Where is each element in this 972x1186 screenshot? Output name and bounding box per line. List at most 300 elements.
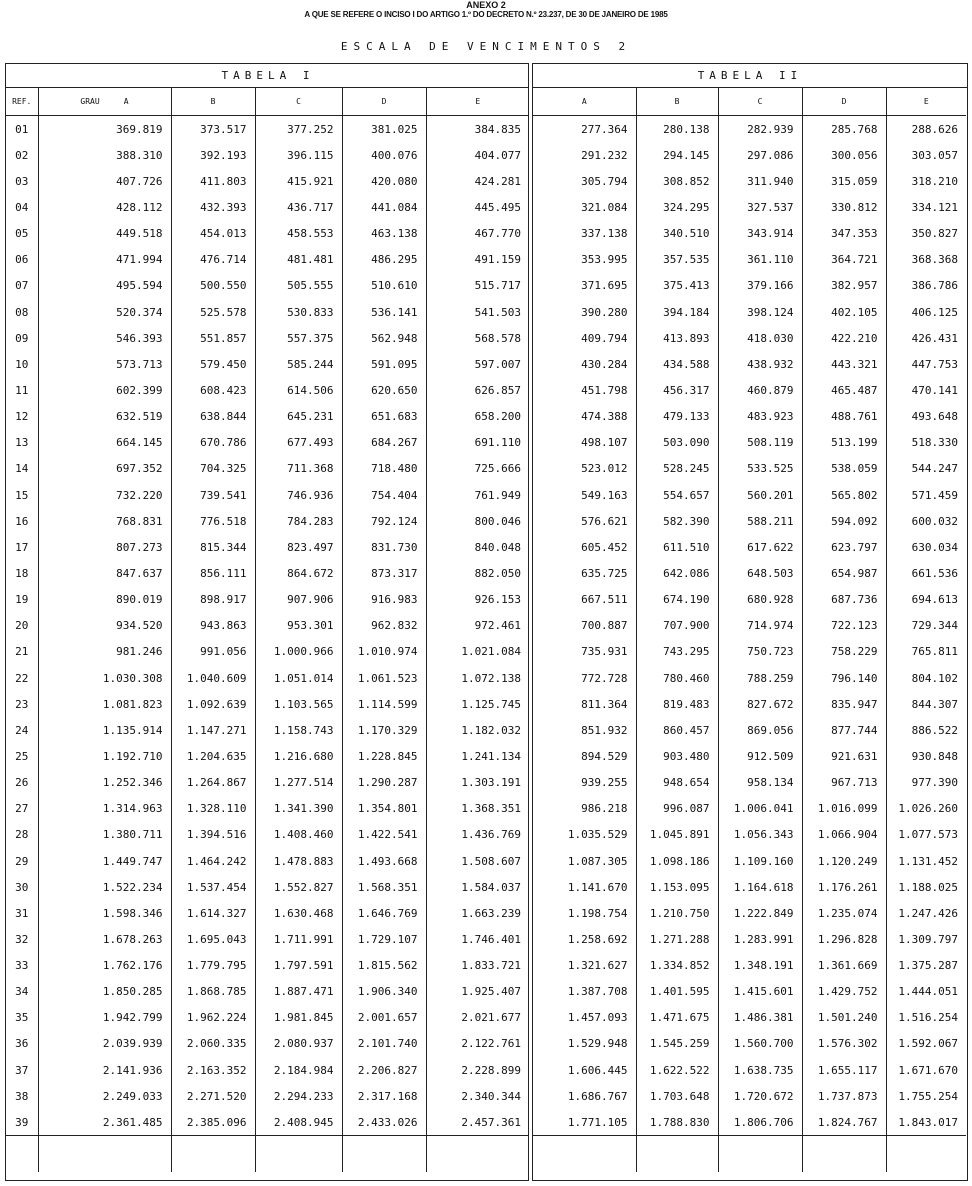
tabela-1-cell-a: 1.598.346: [38, 900, 171, 926]
tabela-1-cell-e: 840.048: [474, 540, 521, 554]
tabela-2-row: [533, 351, 966, 377]
tabela-2-row: [533, 796, 966, 822]
tabela-1-cell-b: 2.385.096: [171, 1109, 255, 1136]
tabela-2-cell-c: 560.201: [718, 482, 802, 508]
tabela-1-cell-a: 2.249.033: [38, 1083, 171, 1109]
tabela-1-row: [6, 822, 529, 848]
tabela-2-cell-a: 667.511: [533, 587, 636, 613]
tabela-2-cell-d: 315.059: [802, 168, 886, 194]
tabela-2-cell-a: 549.163: [533, 482, 636, 508]
col-d-header: D: [342, 88, 426, 116]
tabela-1-cell-b: 943.863: [171, 613, 255, 639]
tabela-2-cell-a: 451.798: [533, 377, 636, 403]
ref-cell: 04: [6, 194, 38, 220]
tabela-1-cell-d: 1.228.845: [342, 743, 426, 769]
tabela-1-cell-e: 1.925.407: [461, 985, 521, 999]
tabela-1-cell-e: 467.770: [474, 227, 521, 241]
tabela-2-cell-b: 434.588: [636, 351, 718, 377]
tabela-2-cell-a: 409.794: [533, 325, 636, 351]
tabela-2-cell-b: 948.654: [636, 770, 718, 796]
ref-cell: 34: [6, 979, 38, 1005]
tabela-1-cell-a: 732.220: [38, 482, 171, 508]
tabela-2-cell-e: 1.131.452: [898, 854, 958, 868]
tabela-2-cell-b: 1.271.288: [636, 926, 718, 952]
ref-cell: 24: [6, 717, 38, 743]
tabela-1-blank-row: [6, 1136, 529, 1173]
tabela-2-cell-b: 528.245: [636, 456, 718, 482]
col-b-header: B: [171, 88, 255, 116]
tabela-2-cell-d: 364.721: [802, 247, 886, 273]
tabela-2-cell-a: 1.529.948: [533, 1031, 636, 1057]
tabela-1-cell-e: 2.228.899: [461, 1063, 521, 1077]
tabela-2-cell-b: 308.852: [636, 168, 718, 194]
tabela-1-cell-b: 1.147.271: [171, 717, 255, 743]
tabela-1-cell-c: 481.481: [255, 247, 342, 273]
tabela-2-cell-c: 1.415.601: [718, 979, 802, 1005]
ref-cell: 16: [6, 508, 38, 534]
ref-cell: 07: [6, 273, 38, 299]
tabela-2-cell-b: 340.510: [636, 221, 718, 247]
tabela-1-cell-c: 1.158.743: [255, 717, 342, 743]
tabela-1-row: [6, 534, 529, 560]
tabela-1-cell-e: 1.436.769: [461, 828, 521, 842]
tabela-1-cell-e: 445.495: [474, 200, 521, 214]
tabela-2-cell-a: 605.452: [533, 534, 636, 560]
tabela-1-cell-e: 1.241.134: [461, 749, 521, 763]
tabela-1-cell-e: 1.746.401: [461, 932, 521, 946]
tabela-1: [5, 63, 530, 1181]
tabela-1-cell-a: 981.246: [38, 639, 171, 665]
tabela-2-cell-d: 300.056: [802, 142, 886, 168]
tabela-2-cell-c: 311.940: [718, 168, 802, 194]
tabela-2-cell-b: 456.317: [636, 377, 718, 403]
tabela-2-cell-d: 835.947: [802, 691, 886, 717]
tabela-1-cell-b: 1.695.043: [171, 926, 255, 952]
tabela-2-row: [533, 926, 966, 952]
tabela-2-row: [533, 534, 966, 560]
tabela-2-row: [533, 1031, 966, 1057]
tabela-1-cell-b: 373.517: [171, 116, 255, 143]
ref-cell: 31: [6, 900, 38, 926]
tabela-1-cell-e: 491.159: [474, 253, 521, 267]
tabela-2-cell-a: 700.887: [533, 613, 636, 639]
t2-col-c-header: C: [718, 88, 802, 116]
tabela-2-cell-d: 347.353: [802, 221, 886, 247]
tabela-2-cell-d: 921.631: [802, 743, 886, 769]
tabela-1-cell-b: 1.264.867: [171, 770, 255, 796]
tabela-2-cell-e: 334.121: [911, 200, 958, 214]
tabela-1-cell-a: 768.831: [38, 508, 171, 534]
tabela-2-cell-b: 780.460: [636, 665, 718, 691]
tabela-1-cell-c: 396.115: [255, 142, 342, 168]
tabela-1-cell-c: 1.341.390: [255, 796, 342, 822]
tabela-1-cell-b: 1.779.795: [171, 953, 255, 979]
tabela-2-cell-d: 623.797: [802, 534, 886, 560]
t2-col-d-header: D: [802, 88, 886, 116]
tabela-2-cell-a: 772.728: [533, 665, 636, 691]
blank-cell: [38, 1136, 171, 1173]
tabela-2-cell-b: 642.086: [636, 560, 718, 586]
tabela-2-cell-e: 350.827: [911, 227, 958, 241]
tabela-2-row: [533, 299, 966, 325]
ref-cell: 14: [6, 456, 38, 482]
tabela-1-cell-b: 2.271.520: [171, 1083, 255, 1109]
tabela-1-cell-b: 704.325: [171, 456, 255, 482]
tabela-2-cell-d: 1.576.302: [802, 1031, 886, 1057]
tabela-2-cell-b: 582.390: [636, 508, 718, 534]
tabela-2-cell-d: 1.235.074: [802, 900, 886, 926]
tabela-2-cell-e: 318.210: [911, 174, 958, 188]
tabela-1-cell-b: 432.393: [171, 194, 255, 220]
tabela-1-cell-a: 1.678.263: [38, 926, 171, 952]
ref-cell: 26: [6, 770, 38, 796]
tabela-1-row: [6, 613, 529, 639]
tabela-1-cell-c: 864.672: [255, 560, 342, 586]
tabela-1-cell-a: 1.942.799: [38, 1005, 171, 1031]
tabela-2-cell-e: 1.309.797: [898, 932, 958, 946]
tabela-1-cell-c: 1.478.883: [255, 848, 342, 874]
tabela-1-cell-c: 1.051.014: [255, 665, 342, 691]
tabela-1-cell-b: 551.857: [171, 325, 255, 351]
tabela-1-row: [6, 299, 529, 325]
tabela-1-cell-a: 388.310: [38, 142, 171, 168]
tabela-1-cell-a: 1.135.914: [38, 717, 171, 743]
tabela-2-cell-c: 343.914: [718, 221, 802, 247]
tabela-1-cell-d: 2.317.168: [342, 1083, 426, 1109]
tabela-2-cell-d: 1.655.117: [802, 1057, 886, 1083]
ref-cell: 22: [6, 665, 38, 691]
tabela-1-cell-e: 404.077: [474, 148, 521, 162]
tabela-2-cell-d: 1.066.904: [802, 822, 886, 848]
tabela-2-cell-e: 493.648: [911, 410, 958, 424]
tabela-1-cell-a: 664.145: [38, 430, 171, 456]
tabela-1-cell-d: 536.141: [342, 299, 426, 325]
tabela-2-cell-c: 418.030: [718, 325, 802, 351]
tabela-1-cell-d: 510.610: [342, 273, 426, 299]
tabela-1-cell-b: 638.844: [171, 404, 255, 430]
tabela-2-row: [533, 717, 966, 743]
tabela-2-row: [533, 770, 966, 796]
tabela-2-cell-b: 1.210.750: [636, 900, 718, 926]
tabela-2-cell-c: 379.166: [718, 273, 802, 299]
tabela-1-row: [6, 691, 529, 717]
tabela-1-row: [6, 508, 529, 534]
tabela-2-header-row: [533, 88, 966, 116]
tabela-1-cell-c: 1.711.991: [255, 926, 342, 952]
ref-cell: 17: [6, 534, 38, 560]
tabela-2-cell-e: 694.613: [911, 593, 958, 607]
tabela-2-cell-d: 1.429.752: [802, 979, 886, 1005]
tabela-2-row: [533, 377, 966, 403]
tabela-1-row: [6, 482, 529, 508]
tabela-2-cell-b: 357.535: [636, 247, 718, 273]
ref-cell: 12: [6, 404, 38, 430]
tabela-1-cell-a: 1.380.711: [38, 822, 171, 848]
tabela-1-cell-d: 2.206.827: [342, 1057, 426, 1083]
tabela-2-cell-b: 1.401.595: [636, 979, 718, 1005]
tabela-2-cell-c: 1.348.191: [718, 953, 802, 979]
blank-cell: [636, 1136, 718, 1173]
tabela-1-cell-e: 1.021.084: [461, 645, 521, 659]
tabela-2-cell-d: 443.321: [802, 351, 886, 377]
tabela-1-cell-d: 420.080: [342, 168, 426, 194]
tabela-1-cell-e: 1.584.037: [461, 880, 521, 894]
tabela-2-cell-a: 1.198.754: [533, 900, 636, 926]
tabela-1-row: [6, 1031, 529, 1057]
tabela-1-row: [6, 665, 529, 691]
tabela-2-cell-c: 869.056: [718, 717, 802, 743]
tabela-2-cell-b: 413.893: [636, 325, 718, 351]
tabela-2-cell-c: 483.923: [718, 404, 802, 430]
ref-cell: 19: [6, 587, 38, 613]
ref-cell: 13: [6, 430, 38, 456]
tabela-2-cell-b: 394.184: [636, 299, 718, 325]
tabela-1-cell-a: 1.449.747: [38, 848, 171, 874]
tabela-2-row: [533, 142, 966, 168]
tabela-1-cell-d: 1.290.287: [342, 770, 426, 796]
tabela-2-row: [533, 221, 966, 247]
tabela-2-cell-a: 1.606.445: [533, 1057, 636, 1083]
tabela-2-cell-a: 986.218: [533, 796, 636, 822]
tabela-2-cell-d: 758.229: [802, 639, 886, 665]
tabela-1-cell-e: 882.050: [474, 566, 521, 580]
tabela-2-cell-c: 1.056.343: [718, 822, 802, 848]
tabela-1-cell-c: 1.552.827: [255, 874, 342, 900]
tabela-1-cell-c: 530.833: [255, 299, 342, 325]
tabela-1-cell-e: 2.021.677: [461, 1011, 521, 1025]
tabela-2-cell-a: 390.280: [533, 299, 636, 325]
tabela-2-cell-c: 438.932: [718, 351, 802, 377]
tabela-1-row: [6, 560, 529, 586]
tabela-2-cell-e: 804.102: [911, 671, 958, 685]
tabela-1-row: [6, 456, 529, 482]
tabela-1-cell-b: 1.394.516: [171, 822, 255, 848]
tabela-1-cell-c: 1.216.680: [255, 743, 342, 769]
tabela-2-cell-d: 1.824.767: [802, 1109, 886, 1136]
tabela-2-cell-e: 1.843.017: [898, 1115, 958, 1129]
tabela-1-cell-c: 1.797.591: [255, 953, 342, 979]
ref-cell: 11: [6, 377, 38, 403]
tabela-2-cell-e: 600.032: [911, 514, 958, 528]
tabela-1-cell-a: 520.374: [38, 299, 171, 325]
tabela-1-row: [6, 874, 529, 900]
tabela-2-cell-b: 324.295: [636, 194, 718, 220]
tabela-2-cell-a: 371.695: [533, 273, 636, 299]
tabela-2-row: [533, 273, 966, 299]
tabela-2-cell-d: 654.987: [802, 560, 886, 586]
tabela-2-cell-c: 1.006.041: [718, 796, 802, 822]
tabela-1-cell-d: 873.317: [342, 560, 426, 586]
tabela-1-cell-b: 1.040.609: [171, 665, 255, 691]
tabela-2-row: [533, 848, 966, 874]
tabela-2-cell-a: 474.388: [533, 404, 636, 430]
tabela-1-cell-a: 1.030.308: [38, 665, 171, 691]
tabela-1-cell-d: 916.983: [342, 587, 426, 613]
tabela-2-row: [533, 665, 966, 691]
tabela-2-cell-d: 687.736: [802, 587, 886, 613]
tabela-2-row: [533, 508, 966, 534]
tabela-2-cell-c: 398.124: [718, 299, 802, 325]
tabela-2-cell-d: 1.501.240: [802, 1005, 886, 1031]
tabela-1-cell-a: 449.518: [38, 221, 171, 247]
annex-heading: ANEXO 2: [466, 0, 506, 10]
tabela-2-row: [533, 979, 966, 1005]
tabela-1-cell-c: 677.493: [255, 430, 342, 456]
tabela-1-cell-e: 926.153: [474, 593, 521, 607]
tabela-2-cell-a: 894.529: [533, 743, 636, 769]
blank-cell: [886, 1136, 966, 1173]
tabela-2-cell-b: 554.657: [636, 482, 718, 508]
tabela-1-cell-c: 458.553: [255, 221, 342, 247]
tabela-2-cell-e: 1.516.254: [898, 1011, 958, 1025]
tabela-1-cell-c: 436.717: [255, 194, 342, 220]
tabela-1-cell-c: 1.887.471: [255, 979, 342, 1005]
tabela-1-cell-c: 784.283: [255, 508, 342, 534]
tabela-1-cell-e: 1.125.745: [461, 697, 521, 711]
tabela-2-cell-c: 1.222.849: [718, 900, 802, 926]
tabela-2-cell-a: 635.725: [533, 560, 636, 586]
tabela-1-cell-a: 546.393: [38, 325, 171, 351]
ref-cell: 10: [6, 351, 38, 377]
tabela-1-cell-e: 691.110: [474, 436, 521, 450]
tabela-2-cell-c: 827.672: [718, 691, 802, 717]
tabela-1-cell-d: 441.084: [342, 194, 426, 220]
tabela-1-cell-a: 697.352: [38, 456, 171, 482]
tabela-2-cell-d: 488.761: [802, 404, 886, 430]
ref-cell: 30: [6, 874, 38, 900]
blank-cell: [171, 1136, 255, 1173]
ref-cell: 05: [6, 221, 38, 247]
tabela-2-cell-b: 707.900: [636, 613, 718, 639]
tabela-2-cell-b: 294.145: [636, 142, 718, 168]
tabela-1-cell-b: 1.092.639: [171, 691, 255, 717]
tabela-2-cell-a: 353.995: [533, 247, 636, 273]
tabela-1-cell-b: 2.060.335: [171, 1031, 255, 1057]
tabela-1-cell-e: 800.046: [474, 514, 521, 528]
tabela-2-cell-d: 1.361.669: [802, 953, 886, 979]
tabela-1-cell-b: 608.423: [171, 377, 255, 403]
tabela-1-cell-e: 1.663.239: [461, 906, 521, 920]
tabela-1-cell-b: 1.614.327: [171, 900, 255, 926]
tabela-1-row: [6, 639, 529, 665]
tabela-1-cell-d: 684.267: [342, 430, 426, 456]
ref-cell: 21: [6, 639, 38, 665]
tabela-2-cell-c: 1.638.735: [718, 1057, 802, 1083]
tabela-2-cell-d: 565.802: [802, 482, 886, 508]
tabela-1-cell-b: 476.714: [171, 247, 255, 273]
tabela-2-cell-e: 1.026.260: [898, 802, 958, 816]
tabela-1-cell-e: 597.007: [474, 357, 521, 371]
tabela-1-cell-c: 1.630.468: [255, 900, 342, 926]
tabela-2-cell-d: 877.744: [802, 717, 886, 743]
tabela-2-cell-c: 1.164.618: [718, 874, 802, 900]
tabela-1-cell-a: 407.726: [38, 168, 171, 194]
tabela-1-row: [6, 770, 529, 796]
tabela-1-cell-a: 495.594: [38, 273, 171, 299]
tabela-2-cell-c: 533.525: [718, 456, 802, 482]
tabela-1-cell-b: 525.578: [171, 299, 255, 325]
tabela-1-row: [6, 273, 529, 299]
col-c-header: C: [255, 88, 342, 116]
tabela-2-cell-a: 291.232: [533, 142, 636, 168]
blank-cell: [533, 1136, 636, 1173]
tabela-2-row: [533, 560, 966, 586]
tabela-2-cell-e: 470.141: [911, 383, 958, 397]
tabela-2-row: [533, 1083, 966, 1109]
tabela-1-cell-c: 2.184.984: [255, 1057, 342, 1083]
tabela-1-cell-d: 2.433.026: [342, 1109, 426, 1136]
tabela-1-cell-c: 1.408.460: [255, 822, 342, 848]
tabela-2-cell-b: 503.090: [636, 430, 718, 456]
tabela-1-row: [6, 351, 529, 377]
tabela-1-cell-d: 463.138: [342, 221, 426, 247]
tabela-2-cell-a: 1.686.767: [533, 1083, 636, 1109]
ref-cell: 23: [6, 691, 38, 717]
tabela-1-cell-a: 602.399: [38, 377, 171, 403]
tabela-2-cell-c: 648.503: [718, 560, 802, 586]
tabela-1-row: [6, 926, 529, 952]
tabela-1-row: [6, 142, 529, 168]
tabela-1-cell-b: 776.518: [171, 508, 255, 534]
tabela-2-cell-c: 617.622: [718, 534, 802, 560]
tabela-1-cell-b: 1.962.224: [171, 1005, 255, 1031]
tabela-1-row: [6, 717, 529, 743]
tabela-2-row: [533, 325, 966, 351]
tabela-2-cell-b: 1.622.522: [636, 1057, 718, 1083]
tabela-2-cell-a: 523.012: [533, 456, 636, 482]
tabela-1-cell-d: 400.076: [342, 142, 426, 168]
tabela-1-cell-c: 907.906: [255, 587, 342, 613]
tabela-2-cell-b: 479.133: [636, 404, 718, 430]
tabela-1-cell-a: 1.850.285: [38, 979, 171, 1005]
ref-cell: 06: [6, 247, 38, 273]
tabela-2-cell-b: 903.480: [636, 743, 718, 769]
ref-cell: 20: [6, 613, 38, 639]
tabela-1-cell-c: 2.294.233: [255, 1083, 342, 1109]
tabela-2-cell-c: 361.110: [718, 247, 802, 273]
tabela-1-cell-d: 1.646.769: [342, 900, 426, 926]
tabela-2-cell-d: 1.737.873: [802, 1083, 886, 1109]
tabela-1-cell-a: 632.519: [38, 404, 171, 430]
tabela-2-cell-c: 680.928: [718, 587, 802, 613]
tabela-2-cell-b: 743.295: [636, 639, 718, 665]
tabela-2-row: [533, 1005, 966, 1031]
tabela-2-cell-e: 729.344: [911, 619, 958, 633]
tabela-1-cell-c: 585.244: [255, 351, 342, 377]
tabela-2-cell-d: 1.016.099: [802, 796, 886, 822]
tabela-1-cell-a: 1.252.346: [38, 770, 171, 796]
tabela-2-cell-c: 912.509: [718, 743, 802, 769]
tabela-2-cell-b: 1.471.675: [636, 1005, 718, 1031]
tabela-1-cell-e: 761.949: [474, 488, 521, 502]
tabela-1-cell-b: 500.550: [171, 273, 255, 299]
tabela-2-cell-a: 1.387.708: [533, 979, 636, 1005]
tabela-2-cell-c: 588.211: [718, 508, 802, 534]
tabela-1-cell-d: 2.101.740: [342, 1031, 426, 1057]
ref-cell: 35: [6, 1005, 38, 1031]
tabela-2-row: [533, 1057, 966, 1083]
tabela-2-cell-a: 337.138: [533, 221, 636, 247]
tabela-2-cell-a: 277.364: [533, 116, 636, 143]
tabela-2-cell-b: 1.098.186: [636, 848, 718, 874]
tabela-1-cell-c: 2.408.945: [255, 1109, 342, 1136]
tabela-2-row: [533, 430, 966, 456]
tabela-2-cell-e: 406.125: [911, 305, 958, 319]
tabela-2-row: [533, 168, 966, 194]
tabela-2-cell-e: 765.811: [911, 645, 958, 659]
blank-cell: [718, 1136, 802, 1173]
tabela-2-row: [533, 639, 966, 665]
